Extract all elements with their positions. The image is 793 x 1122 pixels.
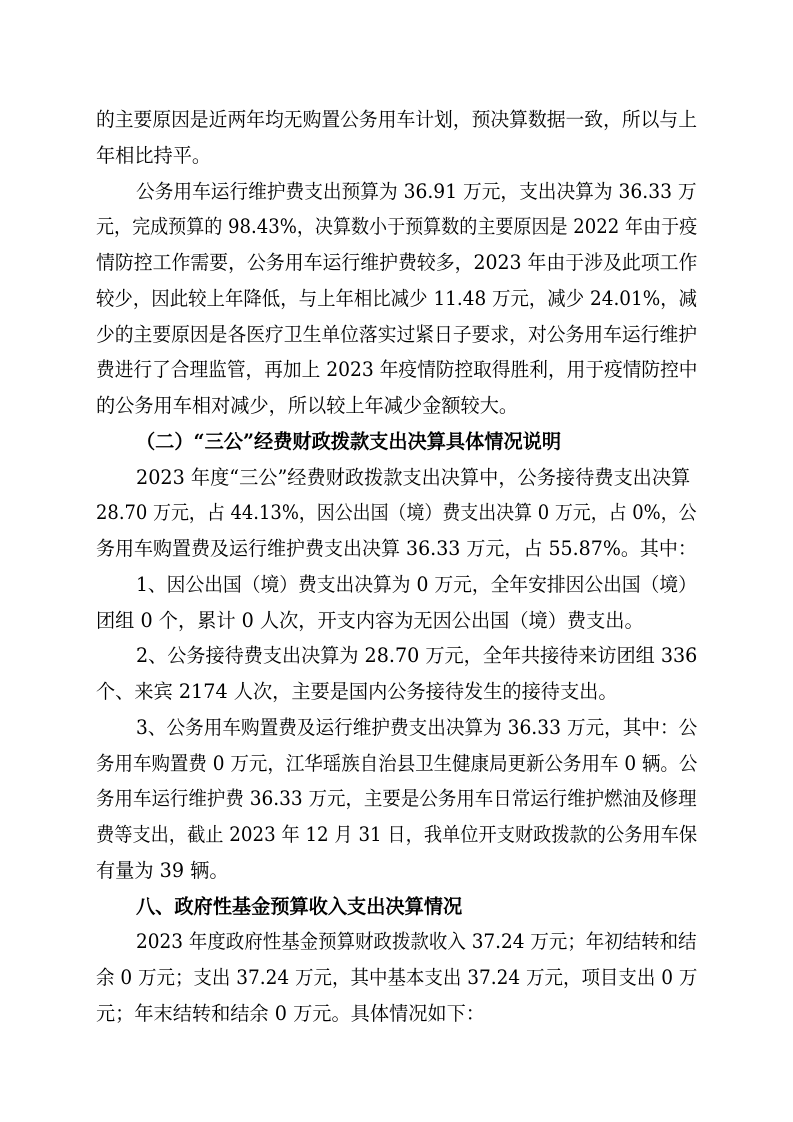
- paragraph-text: 务用车购置费 0 万元，江华瑶族自治县卫生健康局更新公务用车 0 辆。公: [96, 752, 698, 775]
- paragraph-text: 1、因公出国（境）费支出决算为 0 万元，全年安排因公出国（境）: [136, 573, 697, 596]
- paragraph-text: 务用车运行维护费 36.33 万元，主要是公务用车日常运行维护燃油及修理: [96, 787, 697, 810]
- text-line: [0, 996, 793, 1032]
- paragraph-text: 费进行了合理监管，再加上 2023 年疫情防控取得胜利，用于疫情防控中: [96, 358, 698, 381]
- text-line: [0, 924, 793, 960]
- paragraph-text: 2、公务接待费支出决算为 28.70 万元，全年共接待来访团组 336: [136, 644, 698, 667]
- heading-text: 八、政府性基金预算收入支出决算情况: [136, 895, 463, 918]
- text-line: [0, 603, 793, 639]
- paragraph-text: 务用车购置费及运行维护费支出决算 36.33 万元，占 55.87%。其中：: [96, 537, 697, 560]
- paragraph-text: 2023 年度政府性基金预算财政拨款收入 37.24 万元；年初结转和结: [136, 930, 697, 953]
- paragraph-text: 情防控工作需要，公务用车运行维护费较多，2023 年由于涉及此项工作: [96, 251, 698, 274]
- paragraph-text: 有量为 39 辆。: [96, 859, 229, 882]
- paragraph-text: 团组 0 个，累计 0 人次，开支内容为无因公出国（境）费支出。: [96, 609, 644, 632]
- paragraph-text: 3、公务用车购置费及运行维护费支出决算为 36.33 万元，其中：公: [136, 716, 698, 739]
- text-line: [0, 746, 793, 782]
- text-line: [0, 674, 793, 710]
- paragraph-text: 公务用车运行维护费支出预算为 36.91 万元，支出决算为 36.33 万: [136, 180, 697, 203]
- text-line: [0, 138, 793, 174]
- paragraph-text: 28.70 万元，占 44.13%，因公出国（境）费支出决算 0 万元，占 0%，公: [96, 501, 697, 524]
- paragraph-text: 2023 年度“三公”经费财政拨款支出决算中，公务接待费支出决算: [136, 466, 691, 489]
- text-line: [0, 281, 793, 317]
- text-line: [0, 245, 793, 281]
- paragraph-text: 费等支出，截止 2023 年 12 月 31 日，我单位开支财政拨款的公务用车保: [96, 823, 698, 846]
- paragraph-text: 元；年末结转和结余 0 万元。具体情况如下：: [96, 1002, 485, 1025]
- text-line: [0, 960, 793, 996]
- text-line: [0, 781, 793, 817]
- text-line: [0, 102, 793, 138]
- paragraph-text: 较少，因此较上年降低，与上年相比减少 11.48 万元，减少 24.01%，减: [96, 287, 698, 310]
- section-heading: [0, 889, 793, 925]
- text-line: [0, 638, 793, 674]
- text-line: [0, 460, 793, 496]
- text-line: [0, 531, 793, 567]
- text-line: [0, 495, 793, 531]
- text-line: [0, 710, 793, 746]
- text-line: [0, 853, 793, 889]
- text-line: [0, 388, 793, 424]
- paragraph-text: 元，完成预算的 98.43%，决算数小于预算数的主要原因是 2022 年由于疫: [96, 215, 698, 238]
- paragraph-text: 余 0 万元；支出 37.24 万元，其中基本支出 37.24 万元，项目支出 0 万: [96, 966, 698, 989]
- text-line: [0, 567, 793, 603]
- section-heading: [0, 424, 793, 460]
- paragraph-text: 的主要原因是近两年均无购置公务用车计划，预决算数据一致，所以与上: [96, 108, 697, 131]
- text-line: [0, 317, 793, 353]
- paragraph-text: 少的主要原因是各医疗卫生单位落实过紧日子要求，对公务用车运行维护: [96, 323, 697, 346]
- paragraph-text: 的公务用车相对减少，所以较上年减少金额较大。: [96, 394, 519, 417]
- paragraph-text: 年相比持平。: [96, 144, 212, 167]
- text-line: [0, 352, 793, 388]
- text-line: [0, 174, 793, 210]
- heading-text: （二）“三公”经费财政拨款支出决算具体情况说明: [136, 430, 562, 453]
- text-line: [0, 817, 793, 853]
- paragraph-text: 个、来宾 2174 人次，主要是国内公务接待发生的接待支出。: [96, 680, 618, 703]
- text-line: [0, 209, 793, 245]
